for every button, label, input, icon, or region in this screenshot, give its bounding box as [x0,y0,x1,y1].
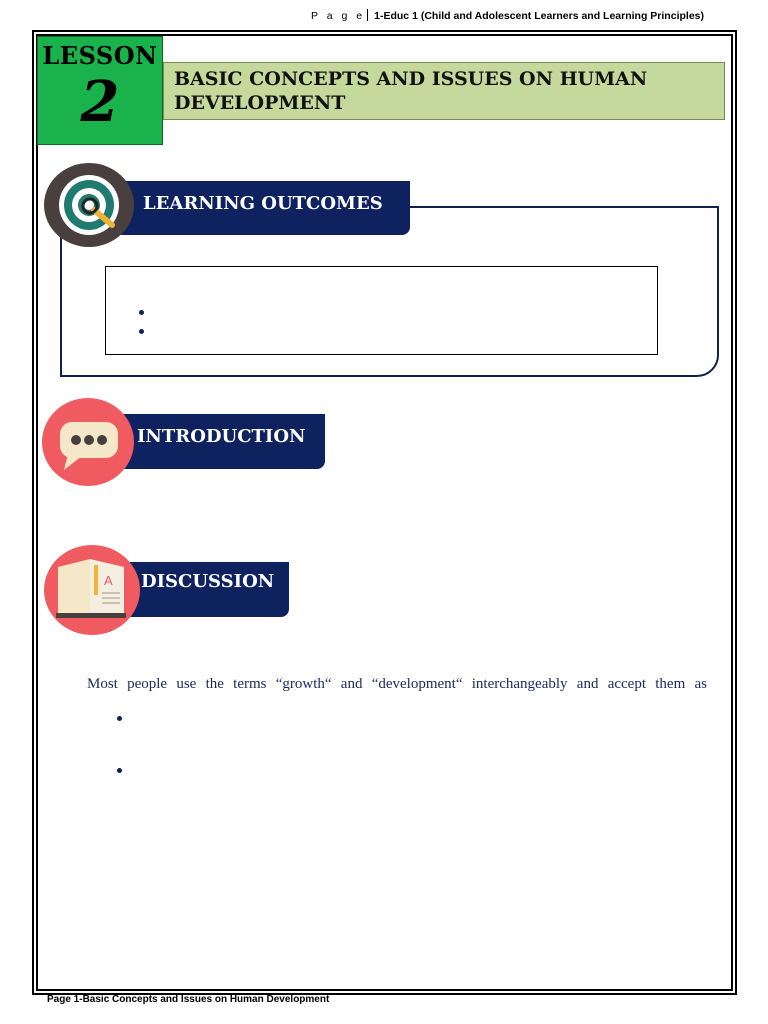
discussion-banner [125,562,289,617]
discussion-bullet [117,768,122,773]
open-book-icon [44,545,140,635]
lesson-title: BASIC CONCEPTS AND ISSUES ON HUMAN DEVELOPMENT [163,62,725,120]
open-book-graphic [44,545,140,635]
learning-outcomes-banner [110,181,410,235]
lesson-number: 2 [80,69,120,135]
discussion-bullet [117,716,122,721]
outcome-bullet [139,310,144,315]
page-footer: Page 1-Basic Concepts and Issues on Human Development [47,994,330,1005]
target-magnifier-icon [44,163,134,247]
discussion-paragraph: Most people use the terms “growth“ and “development“ interchangeably and accept them as [87,676,707,692]
introduction-banner [120,414,325,469]
target-icon-graphic [44,163,134,247]
learning-outcomes-title: LEARNING OUTCOMES [143,193,383,214]
course-title: 1-Educ 1 (Child and Adolescent Learners and Learning Principles) [374,10,704,22]
introduction-title: INTRODUCTION [137,426,306,447]
header-divider [367,9,368,21]
page-border-inner [36,34,733,991]
lesson-label: LESSON [42,41,158,70]
lesson-badge [37,36,163,145]
speech-bubble-graphic [42,398,134,486]
page-header [311,9,704,22]
outcome-bullet [139,329,144,334]
learning-outcomes-box [105,266,658,355]
svg-text:A: A [104,573,113,588]
discussion-title: DISCUSSION [141,571,275,592]
page-word: P a g e [311,10,366,22]
speech-bubble-icon [42,398,134,486]
